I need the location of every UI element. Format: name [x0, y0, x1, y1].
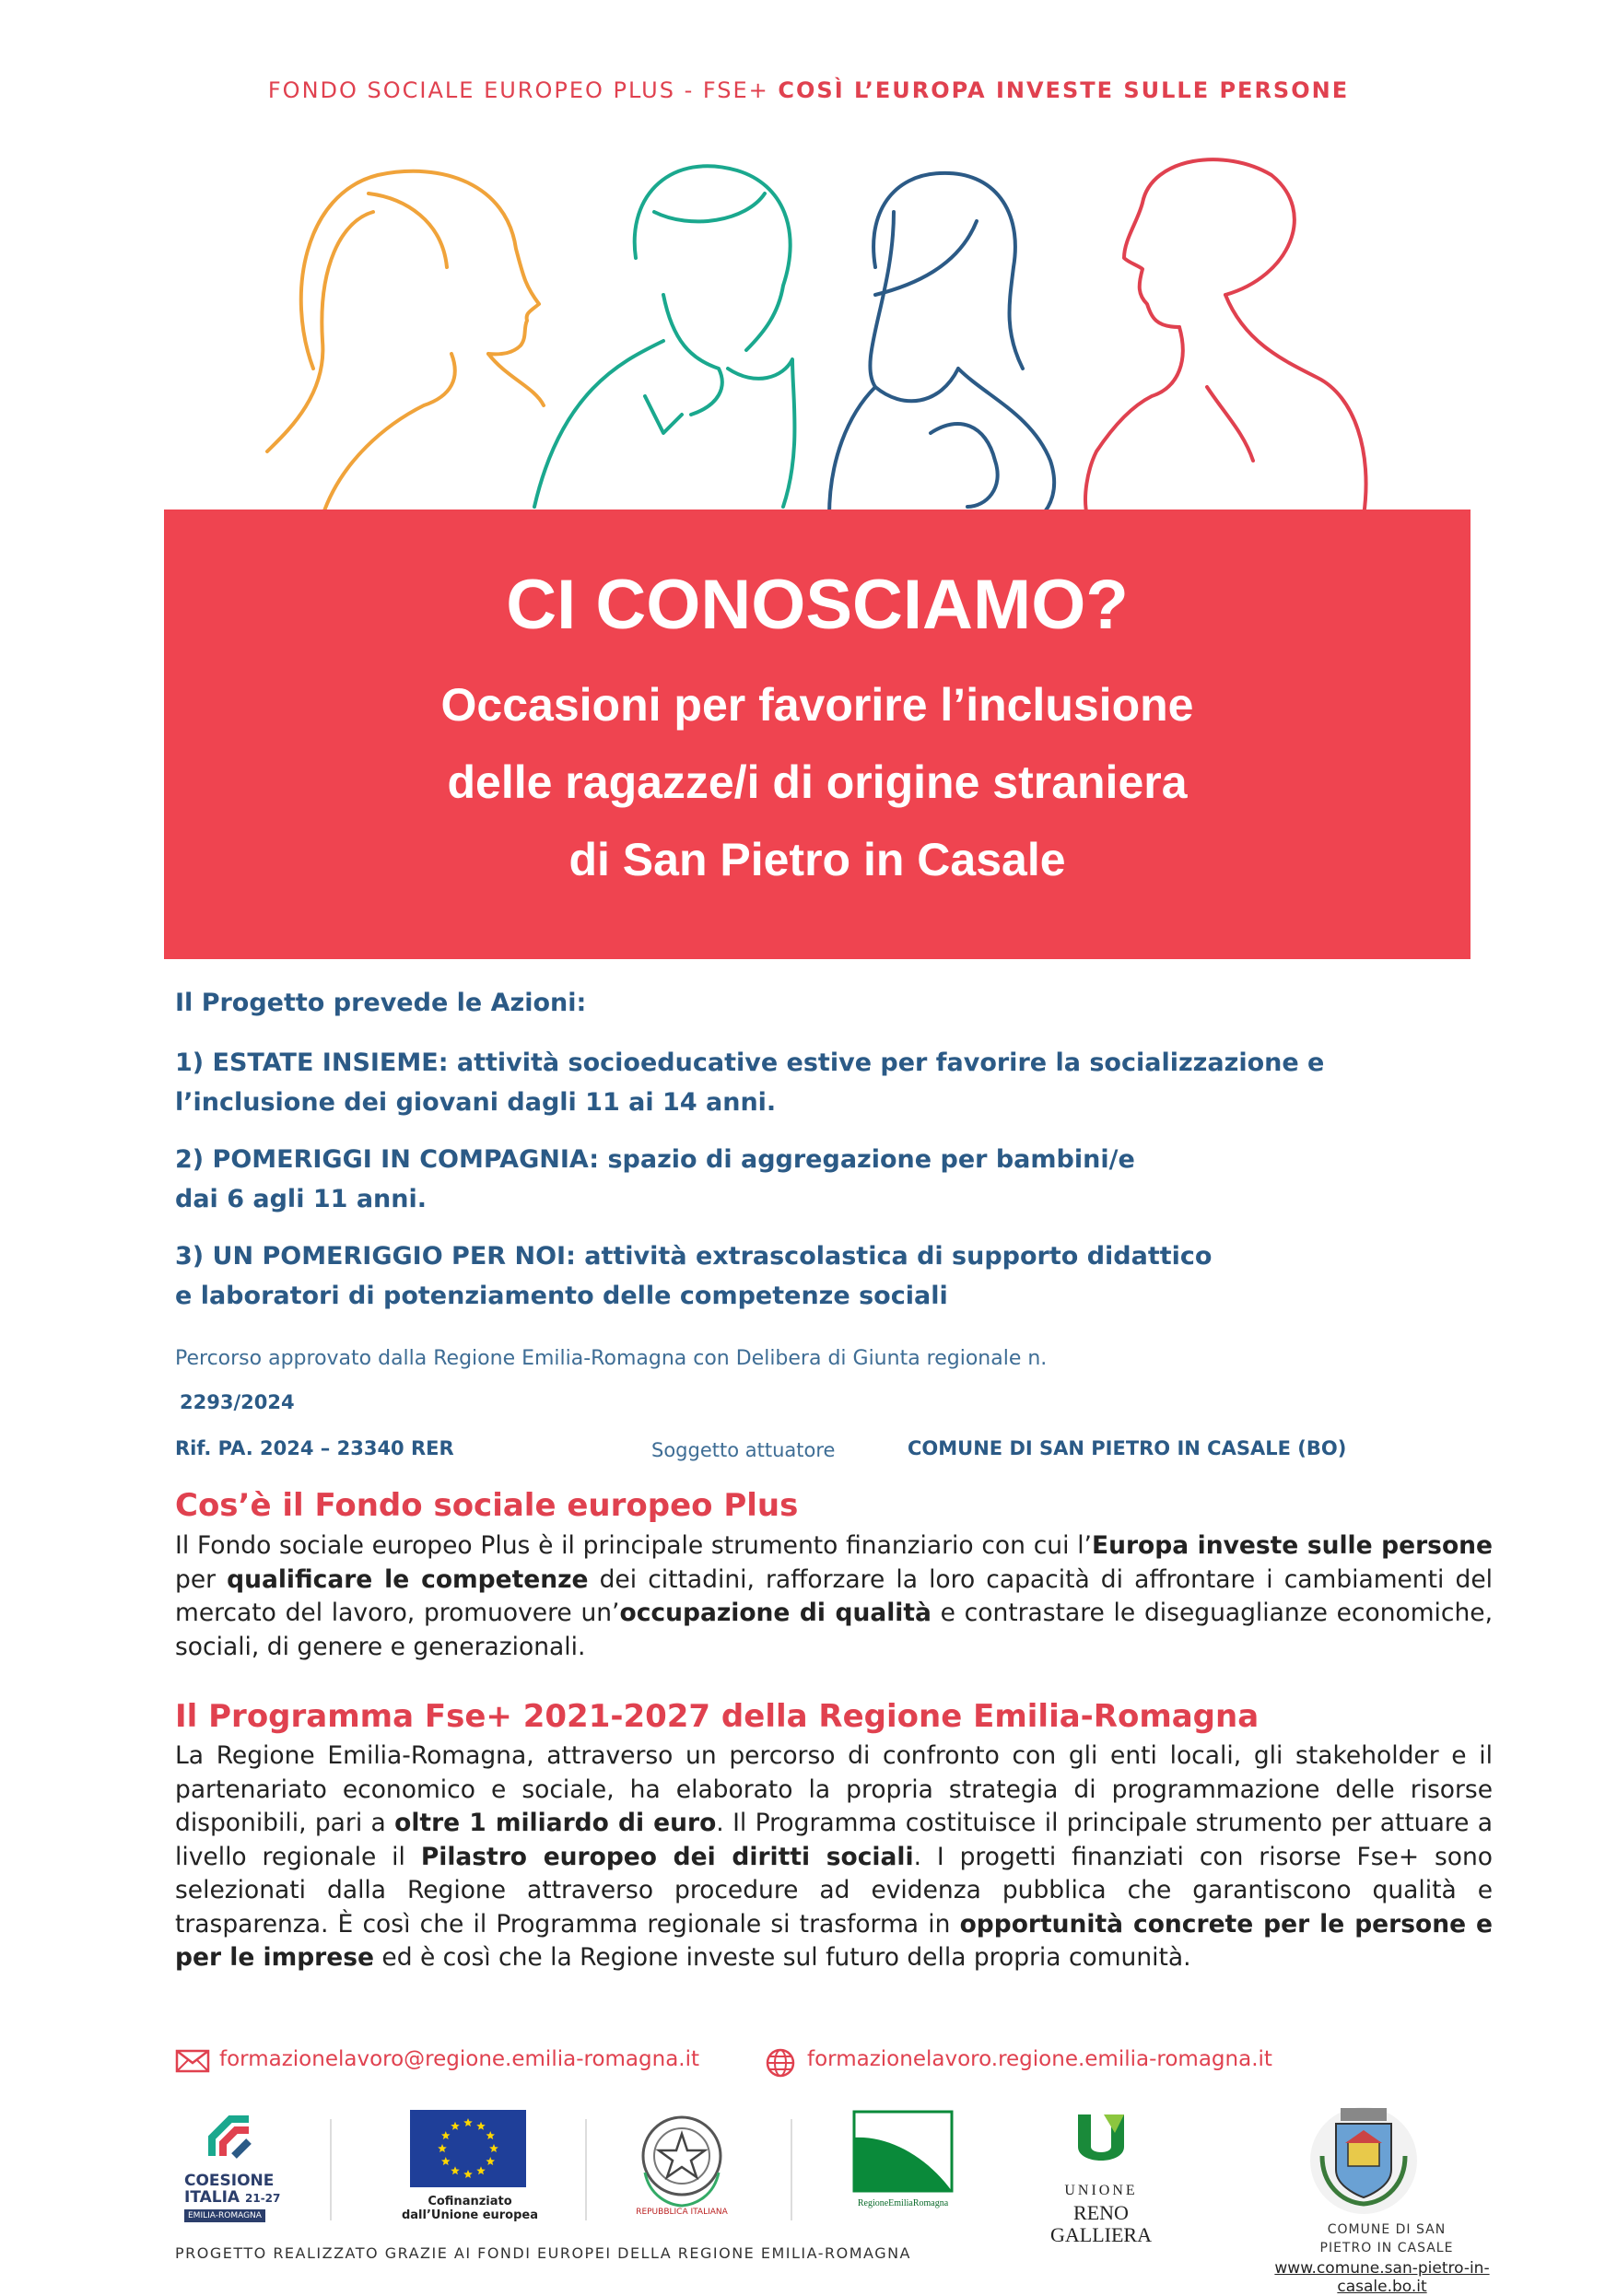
- email-link[interactable]: formazionelavoro@regione.emilia-romagna.it: [219, 2047, 700, 2071]
- repubblica-caption: REPUBBLICA ITALIANA: [636, 2208, 728, 2217]
- footer-funding-note: PROGETTO REALIZZATO GRAZIE AI FONDI EUROPEI DELLA REGIONE EMILIA-ROMAGNA: [175, 2244, 911, 2262]
- eu-flag-icon: [410, 2110, 526, 2187]
- action-item-un-pomeriggio-per-noi: [175, 1236, 1447, 1316]
- coesione-text: ITALIA: [184, 2188, 240, 2207]
- person-blue-figure: [829, 173, 1054, 516]
- body-bold: Europa investe sulle persone: [1091, 1531, 1493, 1560]
- body-text: dei cittadini, rafforzare la loro capacità di affrontare i cambiamenti del mercato del lavoro, promuovere un’: [175, 1564, 1493, 1627]
- body-text: per: [175, 1564, 228, 1594]
- comune-caption-line: PIETRO IN CASALE: [1319, 2241, 1454, 2255]
- unione-u-icon: [1069, 2110, 1133, 2174]
- website-link[interactable]: formazionelavoro.regione.emilia-romagna.it: [807, 2047, 1272, 2071]
- subtitle-line: Occasioni per favorire l’inclusione: [440, 679, 1194, 731]
- globe-icon: [765, 2047, 796, 2079]
- logo-divider: [585, 2119, 587, 2220]
- italian-emblem-icon: [631, 2108, 732, 2209]
- regione-mark-icon: [852, 2110, 954, 2193]
- eu-cofinanced-logo: [396, 2101, 544, 2239]
- body-bold: Pilastro europeo dei diritti sociali: [420, 1842, 914, 1871]
- action-line: 1) ESTATE INSIEME: attività socioeducative estive per favorire la socializzazione e: [175, 1048, 1325, 1077]
- action-item-estate-insieme: [175, 1043, 1447, 1122]
- coesione-years: 21-27: [245, 2192, 281, 2205]
- body-text: La Regione Emilia-Romagna, attraverso un percorso di confronto con gli enti locali, gli stakeholder e il partenariato economico e sociale, ha elaborato la propria strategia di programmazione delle risorse disponibili, pari a: [175, 1741, 1493, 1837]
- unione-caption-line: UNIONE: [1064, 2183, 1138, 2198]
- mail-icon: [175, 2049, 210, 2073]
- action-line: 3) UN POMERIGGIO PER NOI: attività extrascolastica di supporto didattico: [175, 1242, 1213, 1271]
- body-text: e contrastare le diseguaglianze economiche, sociali, di genere e generazionali.: [175, 1599, 1493, 1661]
- header-tagline: [0, 77, 1617, 103]
- action-line: e laboratori di potenziamento delle competenze sociali: [175, 1282, 948, 1310]
- eu-caption-line: dall’Unione europea: [401, 2208, 539, 2222]
- eu-caption: [396, 2195, 544, 2222]
- body-text: ed è così che la Regione investe sul futuro della propria comunità.: [373, 1943, 1191, 1972]
- body-bold: opportunità concrete per le persone e per le imprese: [175, 1909, 1494, 1972]
- comune-website-link[interactable]: www.comune.san-pietro-in-casale.bo.it: [1274, 2259, 1490, 2296]
- program-section-body: [175, 1740, 1493, 1975]
- fund-section-title: Cos’è il Fondo sociale europeo Plus: [175, 1487, 799, 1524]
- coesione-text: COESIONE: [184, 2172, 275, 2190]
- delibera-number: 2293/2024: [180, 1391, 295, 1413]
- body-text: Il Fondo sociale europeo Plus è il principale strumento finanziario con cui l’: [175, 1531, 1092, 1560]
- repubblica-italiana-emblem: [627, 2108, 737, 2228]
- action-line: l’inclusione dei giovani dagli 11 ai 14 anni.: [175, 1088, 777, 1117]
- program-section-title: Il Programma Fse+ 2021-2027 della Regione Emilia-Romagna: [175, 1698, 1260, 1735]
- actions-intro: Il Progetto prevede le Azioni:: [175, 989, 587, 1017]
- comune-caption-line: COMUNE DI SAN: [1327, 2222, 1447, 2237]
- person-orange-figure: [267, 171, 544, 516]
- regione-emilia-romagna-logo: [848, 2110, 958, 2220]
- page-subtitle: [164, 666, 1471, 898]
- unione-reno-galliera-logo: [1023, 2110, 1179, 2246]
- subtitle-line: delle ragazze/i di origine straniera: [447, 756, 1188, 808]
- body-bold: qualificare le competenze: [227, 1564, 589, 1594]
- body-bold: occupazione di qualità: [619, 1599, 932, 1627]
- comune-caption: [1271, 2220, 1502, 2257]
- subtitle-line: di San Pietro in Casale: [568, 834, 1066, 885]
- coesione-mark-icon: [203, 2110, 258, 2165]
- unione-caption: [1023, 2180, 1179, 2246]
- action-item-pomeriggi-in-compagnia: [175, 1140, 1447, 1219]
- body-text: . Il Programma costituisce il principale strumento per attuare a livello regionale il: [175, 1809, 1494, 1871]
- implementing-body-label: Soggetto attuatore: [651, 1439, 836, 1461]
- fund-section-body: [175, 1529, 1493, 1664]
- unione-caption-line: RENO GALLIERA: [1050, 2201, 1152, 2246]
- body-bold: oltre 1 miliardo di euro: [394, 1809, 717, 1837]
- logo-divider: [330, 2119, 332, 2220]
- person-green-figure: [534, 166, 795, 507]
- approval-note: Percorso approvato dalla Regione Emilia-Romagna con Delibera di Giunta regionale n.: [175, 1347, 1048, 1370]
- people-illustration: [230, 157, 1391, 525]
- page-title: CI CONOSCIAMO?: [506, 566, 1129, 644]
- comune-crest-icon: [1304, 2101, 1424, 2216]
- header-fund-name: FONDO SOCIALE EUROPEO PLUS - FSE+: [267, 77, 779, 103]
- coesione-italia-logo: [175, 2101, 295, 2239]
- header-slogan: COSÌ L’EUROPA INVESTE SULLE PERSONE: [778, 77, 1350, 103]
- logo-divider: [791, 2119, 792, 2220]
- person-red-figure: [1085, 159, 1366, 516]
- reference-code: Rif. PA. 2024 – 23340 RER: [175, 1437, 454, 1459]
- action-line: dai 6 agli 11 anni.: [175, 1185, 427, 1213]
- coesione-region: EMILIA-ROMAGNA: [184, 2209, 265, 2222]
- eu-caption-line: Cofinanziato: [428, 2195, 512, 2208]
- body-text: . I progetti finanziati con risorse Fse+ sono selezionati dalla Regione attraverso procedure ad evidenza pubblica che garantiscono qualità e trasparenza. È così che il Programma regionale si trasforma in: [175, 1842, 1493, 1939]
- title-banner: [164, 510, 1471, 959]
- regione-caption: RegioneEmiliaRomagna: [857, 2198, 949, 2208]
- action-line: 2) POMERIGGI IN COMPAGNIA: spazio di aggregazione per bambini/e: [175, 1145, 1135, 1174]
- implementing-body-value: COMUNE DI SAN PIETRO IN CASALE (BO): [908, 1437, 1347, 1459]
